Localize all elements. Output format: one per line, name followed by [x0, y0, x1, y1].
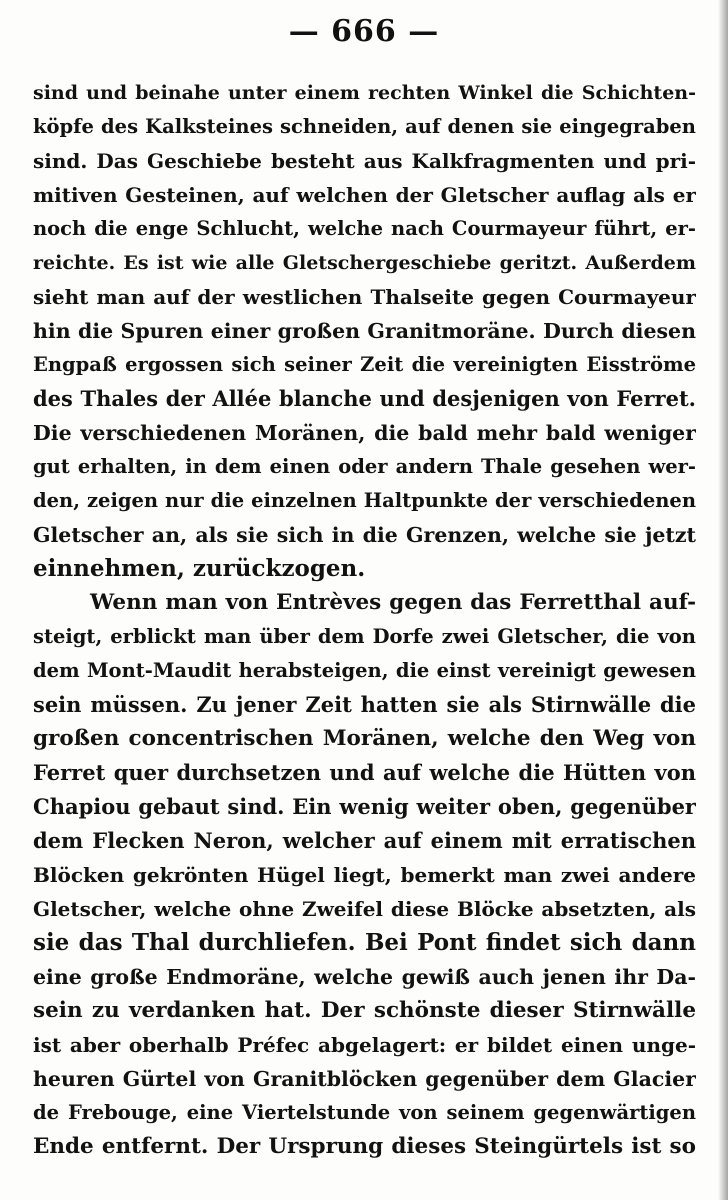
page-number: — 666 —: [288, 14, 440, 49]
text-line: sind und beinahe unter einem rechten Winkel die Schichten-: [33, 82, 696, 104]
text-line: Engpaß ergossen sich seiner Zeit die vereinigten Eisströme: [33, 353, 696, 376]
text-line: köpfe des Kalksteines schneiden, auf denen sie eingegraben: [33, 115, 696, 138]
text-line: Gletscher an, als sie sich in die Grenzen, welche sie jetzt: [33, 523, 696, 547]
text-line: mitiven Gesteinen, auf welchen der Gletscher auflag als er: [33, 183, 696, 207]
text-line: sind. Das Geschiebe besteht aus Kalkfragmenten und pri-: [33, 149, 696, 173]
text-line: reichte. Es ist wie alle Gletschergeschiebe geritzt. Außerdem: [33, 252, 696, 274]
text-line: dem Mont-Maudit herabsteigen, die einst vereinigt gewesen: [33, 659, 696, 682]
text-line: einnehmen, zurückzogen.: [33, 555, 366, 582]
paragraph-1: [33, 76, 696, 586]
text-line: großen concentrischen Moränen, welche den Weg von: [33, 726, 696, 751]
text-line: noch die enge Schlucht, welche nach Courmayeur führt, er-: [33, 217, 696, 240]
text-line: Gletscher, welche ohne Zweifel diese Blöcke absetzten, als: [33, 897, 696, 921]
text-line: Die verschiedenen Moränen, die bald mehr bald weniger: [33, 421, 696, 445]
text-line: ist aber oberhalb Préfec abgelagert: er bildet einen unge-: [33, 1033, 696, 1057]
text-line: sein müssen. Zu jener Zeit hatten sie als Stirnwälle die: [33, 692, 696, 717]
text-line: sieht man auf der westlichen Thalseite gegen Courmayeur: [33, 285, 696, 309]
text-line: Blöcken gekrönten Hügel liegt, bemerkt man zwei andere: [33, 863, 696, 887]
text-line: Wenn man von Entrèves gegen das Ferretthal auf-: [90, 590, 696, 615]
body-text: [33, 76, 696, 1164]
text-line: Ferret quer durchsetzen und auf welche die Hütten von: [33, 760, 696, 785]
text-line: dem Flecken Neron, welcher auf einem mit erratischen: [33, 828, 696, 853]
text-line: eine große Endmoräne, welche gewiß auch jenen ihr Da-: [33, 965, 696, 989]
text-line: heuren Gürtel von Granitblöcken gegenüber dem Glacier: [33, 1067, 696, 1091]
text-line: sein zu verdanken hat. Der schönste dieser Stirnwälle: [33, 998, 696, 1023]
text-line: gut erhalten, in dem einen oder andern Thale gesehen wer-: [33, 455, 696, 478]
text-line: de Frebouge, eine Viertelstunde von seinem gegenwärtigen: [33, 1101, 696, 1124]
text-line: steigt, erblickt man über dem Dorfe zwei Gletscher, die von: [33, 625, 696, 648]
text-line: Chapiou gebaut sind. Ein wenig weiter oben, gegenüber: [33, 794, 696, 819]
text-line: des Thales der Allée blanche und desjenigen von Ferret.: [33, 386, 696, 411]
text-line: hin die Spuren einer großen Granitmoräne. Durch diesen: [33, 319, 696, 343]
paragraph-2: [33, 586, 696, 1164]
page-edge-shadow: [718, 0, 728, 1200]
text-line: Ende entfernt. Der Ursprung dieses Steingürtels ist so: [33, 1134, 696, 1159]
text-line: sie das Thal durchliefen. Bei Pont findet sich dann: [33, 929, 696, 956]
text-line: den, zeigen nur die einzelnen Haltpunkte der verschiedenen: [33, 489, 696, 512]
